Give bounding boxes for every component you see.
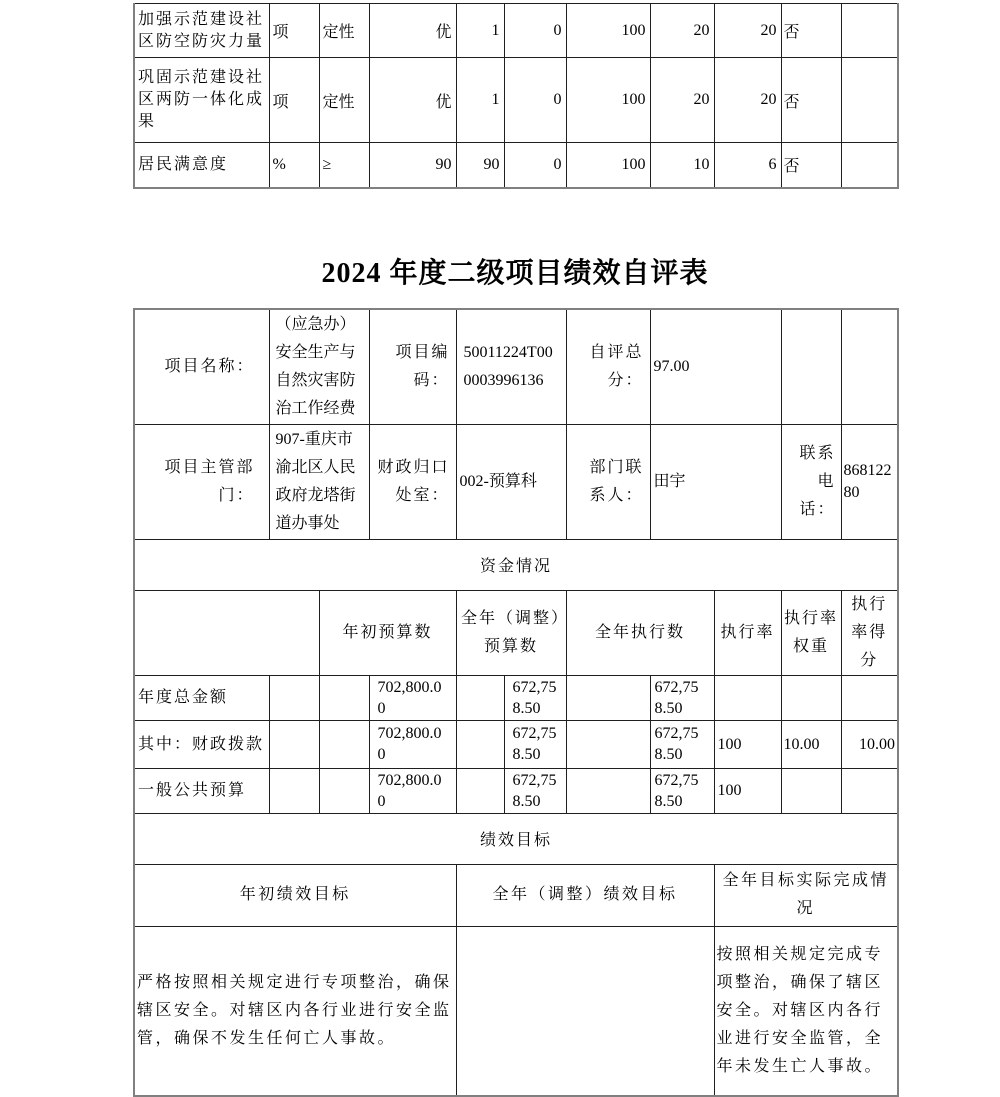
finance-office-value: 002-预算科 bbox=[456, 424, 566, 539]
empty-cell bbox=[269, 720, 319, 768]
initial-goal-text: 严格按照相关规定进行专项整治，确保辖区安全。对辖区内各行业进行安全监管，确保不发生任何亡人事故。 bbox=[134, 926, 456, 1096]
contact-label: 部门联系人： bbox=[566, 424, 650, 539]
funding-section-row bbox=[134, 539, 898, 590]
funding-executed-value: 672,758.50 bbox=[650, 675, 714, 720]
indicator-value-cell: 100 bbox=[566, 4, 650, 58]
department-info-row bbox=[134, 424, 898, 539]
funding-adjusted-value: 672,758.50 bbox=[504, 675, 566, 720]
funding-header-initial: 年初预算数 bbox=[319, 590, 456, 675]
indicator-value-cell: 20 bbox=[714, 58, 781, 143]
funding-weight-value bbox=[781, 675, 841, 720]
funding-header-rate: 执行率 bbox=[714, 590, 781, 675]
empty-cell bbox=[841, 309, 898, 425]
funding-header-executed: 全年执行数 bbox=[566, 590, 714, 675]
project-info-row bbox=[134, 309, 898, 425]
performance-header-initial: 年初绩效目标 bbox=[134, 864, 456, 926]
indicator-value-cell: 0 bbox=[504, 4, 566, 58]
indicator-row bbox=[134, 4, 898, 58]
indicator-flag-cell: 否 bbox=[781, 58, 841, 143]
indicator-name-cell: 巩固示范建设社区两防一体化成果 bbox=[134, 58, 269, 143]
performance-header-adjusted: 全年（调整）绩效目标 bbox=[456, 864, 714, 926]
self-evaluation-table bbox=[133, 308, 899, 1097]
indicator-value-cell: 20 bbox=[650, 58, 714, 143]
indicator-value-cell: 6 bbox=[714, 143, 781, 188]
funding-score-value bbox=[841, 675, 898, 720]
self-score-label: 自评总分： bbox=[566, 309, 650, 425]
funding-initial-value: 702,800.00 bbox=[369, 768, 456, 813]
indicator-flag-cell: 否 bbox=[781, 143, 841, 188]
indicator-type-cell: 定性 bbox=[319, 4, 369, 58]
funding-initial-value: 702,800.00 bbox=[369, 675, 456, 720]
empty-cell bbox=[269, 675, 319, 720]
performance-content-row bbox=[134, 926, 898, 1096]
performance-section-row bbox=[134, 813, 898, 864]
indicator-type-cell: ≥ bbox=[319, 143, 369, 188]
empty-cell bbox=[456, 720, 504, 768]
funding-weight-value bbox=[781, 768, 841, 813]
indicator-row bbox=[134, 143, 898, 188]
indicator-value-cell: 1 bbox=[456, 58, 504, 143]
funding-header-score: 执行率得分 bbox=[841, 590, 898, 675]
indicator-unit-cell: % bbox=[269, 143, 319, 188]
indicator-value-cell: 100 bbox=[566, 143, 650, 188]
indicator-target-cell: 90 bbox=[369, 143, 456, 188]
indicator-value-cell: 10 bbox=[650, 143, 714, 188]
funding-rate-value: 100 bbox=[714, 720, 781, 768]
department-value: 907-重庆市渝北区人民政府龙塔街道办事处 bbox=[269, 424, 369, 539]
project-name-label: 项目名称： bbox=[134, 309, 269, 425]
contact-value: 田宇 bbox=[650, 424, 781, 539]
indicator-value-cell: 100 bbox=[566, 58, 650, 143]
funding-rate-value: 100 bbox=[714, 768, 781, 813]
funding-row-label: 一般公共预算 bbox=[134, 768, 269, 813]
indicator-unit-cell: 项 bbox=[269, 58, 319, 143]
empty-cell bbox=[841, 58, 898, 143]
empty-cell bbox=[319, 720, 369, 768]
funding-executed-value: 672,758.50 bbox=[650, 720, 714, 768]
empty-cell bbox=[456, 768, 504, 813]
empty-cell bbox=[456, 675, 504, 720]
indicator-row bbox=[134, 58, 898, 143]
empty-cell bbox=[566, 675, 650, 720]
performance-header-actual: 全年目标实际完成情况 bbox=[714, 864, 898, 926]
empty-cell bbox=[269, 768, 319, 813]
indicator-target-cell: 优 bbox=[369, 4, 456, 58]
adjusted-goal-text bbox=[456, 926, 714, 1096]
funding-row-label: 其中：财政拨款 bbox=[134, 720, 269, 768]
empty-cell bbox=[319, 675, 369, 720]
empty-cell bbox=[841, 143, 898, 188]
indicator-value-cell: 0 bbox=[504, 58, 566, 143]
empty-cell bbox=[566, 768, 650, 813]
funding-header-row bbox=[134, 590, 898, 675]
indicator-target-cell: 优 bbox=[369, 58, 456, 143]
indicator-table bbox=[133, 3, 899, 189]
project-code-value: 50011224T000003996136 bbox=[456, 309, 566, 425]
document-page bbox=[133, 3, 897, 1097]
funding-header-adjusted: 全年（调整）预算数 bbox=[456, 590, 566, 675]
finance-office-label: 财政归口处室： bbox=[369, 424, 456, 539]
department-label: 项目主管部门： bbox=[134, 424, 269, 539]
indicator-type-cell: 定性 bbox=[319, 58, 369, 143]
indicator-unit-cell: 项 bbox=[269, 4, 319, 58]
project-name-value: （应急办）安全生产与自然灾害防治工作经费 bbox=[269, 309, 369, 425]
performance-header-row bbox=[134, 864, 898, 926]
indicator-value-cell: 20 bbox=[714, 4, 781, 58]
project-code-label: 项目编码： bbox=[369, 309, 456, 425]
page-title: 2024 年度二级项目绩效自评表 bbox=[133, 251, 897, 291]
indicator-name-cell: 加强示范建设社区防空防灾力量 bbox=[134, 4, 269, 58]
funding-weight-value: 10.00 bbox=[781, 720, 841, 768]
indicator-value-cell: 90 bbox=[456, 143, 504, 188]
funding-section-title: 资金情况 bbox=[134, 539, 898, 590]
funding-score-value: 10.00 bbox=[841, 720, 898, 768]
indicator-value-cell: 0 bbox=[504, 143, 566, 188]
empty-cell bbox=[134, 590, 319, 675]
funding-row-fiscal bbox=[134, 720, 898, 768]
funding-executed-value: 672,758.50 bbox=[650, 768, 714, 813]
phone-value: 86812280 bbox=[841, 424, 898, 539]
funding-row-total bbox=[134, 675, 898, 720]
empty-cell bbox=[841, 4, 898, 58]
indicator-flag-cell: 否 bbox=[781, 4, 841, 58]
funding-initial-value: 702,800.00 bbox=[369, 720, 456, 768]
indicator-name-cell: 居民满意度 bbox=[134, 143, 269, 188]
funding-adjusted-value: 672,758.50 bbox=[504, 768, 566, 813]
self-score-value: 97.00 bbox=[650, 309, 781, 425]
indicator-value-cell: 20 bbox=[650, 4, 714, 58]
empty-cell bbox=[566, 720, 650, 768]
performance-section-title: 绩效目标 bbox=[134, 813, 898, 864]
indicator-value-cell: 1 bbox=[456, 4, 504, 58]
empty-cell bbox=[781, 309, 841, 425]
phone-label: 联系电话： bbox=[781, 424, 841, 539]
funding-row-label: 年度总金额 bbox=[134, 675, 269, 720]
funding-row-public-budget bbox=[134, 768, 898, 813]
funding-rate-value bbox=[714, 675, 781, 720]
funding-header-weight: 执行率权重 bbox=[781, 590, 841, 675]
funding-score-value bbox=[841, 768, 898, 813]
funding-adjusted-value: 672,758.50 bbox=[504, 720, 566, 768]
actual-completion-text: 按照相关规定完成专项整治，确保了辖区安全。对辖区内各行业进行安全监管，全年未发生亡人事故。 bbox=[714, 926, 898, 1096]
empty-cell bbox=[319, 768, 369, 813]
